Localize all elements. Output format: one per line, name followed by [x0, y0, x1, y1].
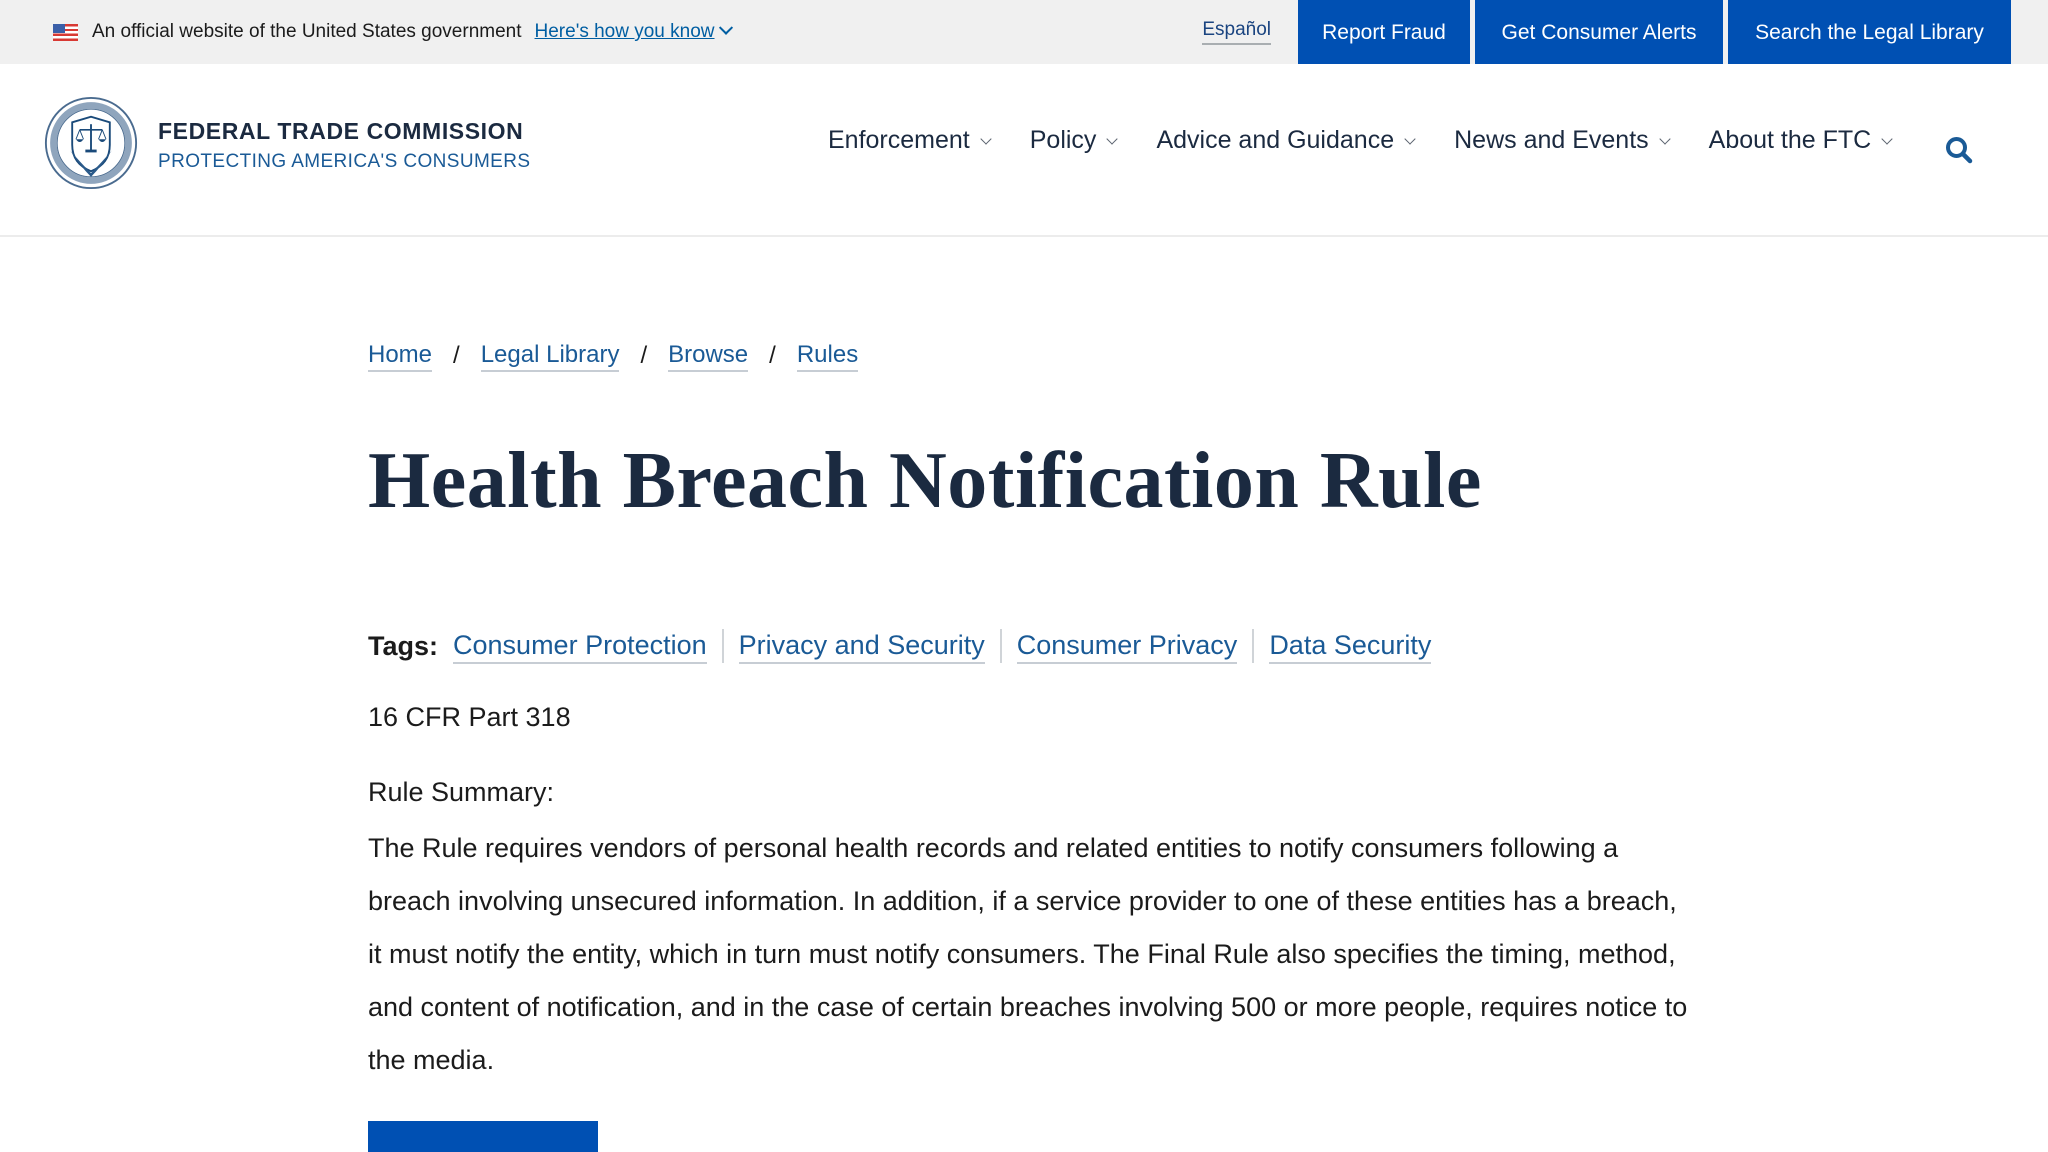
primary-action-button[interactable] [368, 1121, 598, 1152]
chevron-down-icon [980, 133, 991, 144]
main-nav [828, 126, 1931, 155]
tag-consumer-protection[interactable]: Consumer Protection [453, 628, 707, 664]
chevron-down-icon [1882, 133, 1893, 144]
nav-label: Policy [1029, 126, 1097, 154]
chevron-down-icon [1659, 133, 1670, 144]
tag-privacy-and-security[interactable]: Privacy and Security [739, 628, 985, 664]
nav-advice-and-guidance[interactable] [1156, 126, 1414, 155]
tag-divider [1000, 629, 1002, 663]
nav-label: Advice and Guidance [1156, 126, 1395, 154]
cfr-citation: 16 CFR Part 318 [368, 702, 571, 732]
chevron-down-icon [1404, 133, 1415, 144]
breadcrumb-browse[interactable]: Browse [668, 340, 748, 372]
nav-news-and-events[interactable] [1454, 126, 1669, 155]
tag-consumer-privacy[interactable]: Consumer Privacy [1017, 628, 1238, 664]
brand-subtitle: PROTECTING AMERICA'S CONSUMERS [158, 151, 531, 172]
site-header [0, 64, 2048, 237]
ftc-seal-logo[interactable] [44, 96, 138, 190]
nav-label: News and Events [1454, 126, 1649, 154]
brand[interactable] [158, 118, 530, 173]
page-title: Health Breach Notification Rule [368, 437, 1482, 525]
tag-divider [722, 629, 724, 663]
tags [368, 628, 1431, 664]
breadcrumb-home[interactable]: Home [368, 340, 432, 372]
nav-enforcement[interactable] [828, 126, 990, 155]
nav-label: Enforcement [828, 126, 970, 154]
us-flag-icon [53, 24, 78, 41]
espanol-label: Español [1202, 19, 1271, 45]
breadcrumb-separator: / [769, 342, 776, 369]
rule-summary-text: The Rule requires vendors of personal health records and related entities to notify consumers following a breach involving unsecured information. In addition, if a service provider to one of these entities has a breach, it must notify the entity, which in turn must notify consumers. The Final Rule also specifies the timing, method, and content of notification, and in the case of certain breaches involving 500 or more people, requires notice to the media. [368, 833, 1688, 1075]
chevron-down-icon [1107, 133, 1118, 144]
utility-links [1202, 0, 2011, 64]
rule-summary-label: Rule Summary: [368, 777, 555, 807]
espanol-link[interactable] [1202, 0, 1271, 64]
breadcrumb-separator: / [453, 342, 460, 369]
utility-bar [0, 0, 2048, 64]
nav-about-the-ftc[interactable] [1709, 126, 1892, 155]
breadcrumb-legal-library[interactable]: Legal Library [481, 340, 620, 372]
nav-policy[interactable] [1030, 126, 1117, 155]
how-you-know-link[interactable]: Here's how you know [534, 21, 715, 42]
chevron-down-icon[interactable] [718, 21, 732, 35]
tags-label: Tags: [368, 630, 439, 661]
brand-title: FEDERAL TRADE COMMISSION [158, 118, 524, 144]
nav-label: About the FTC [1708, 126, 1872, 154]
breadcrumb-rules[interactable]: Rules [797, 340, 858, 372]
consumer-alerts-button[interactable]: Get Consumer Alerts [1475, 0, 1723, 65]
gov-banner [53, 0, 731, 64]
breadcrumb [368, 340, 858, 372]
tag-data-security[interactable]: Data Security [1269, 628, 1431, 664]
breadcrumb-separator: / [640, 342, 648, 369]
tag-divider [1252, 629, 1254, 663]
search-legal-library-button[interactable]: Search the Legal Library [1728, 0, 2011, 65]
gov-banner-text: An official website of the United States government [92, 21, 522, 42]
report-fraud-button[interactable]: Report Fraud [1298, 0, 1470, 65]
search-icon[interactable] [1944, 135, 1974, 165]
